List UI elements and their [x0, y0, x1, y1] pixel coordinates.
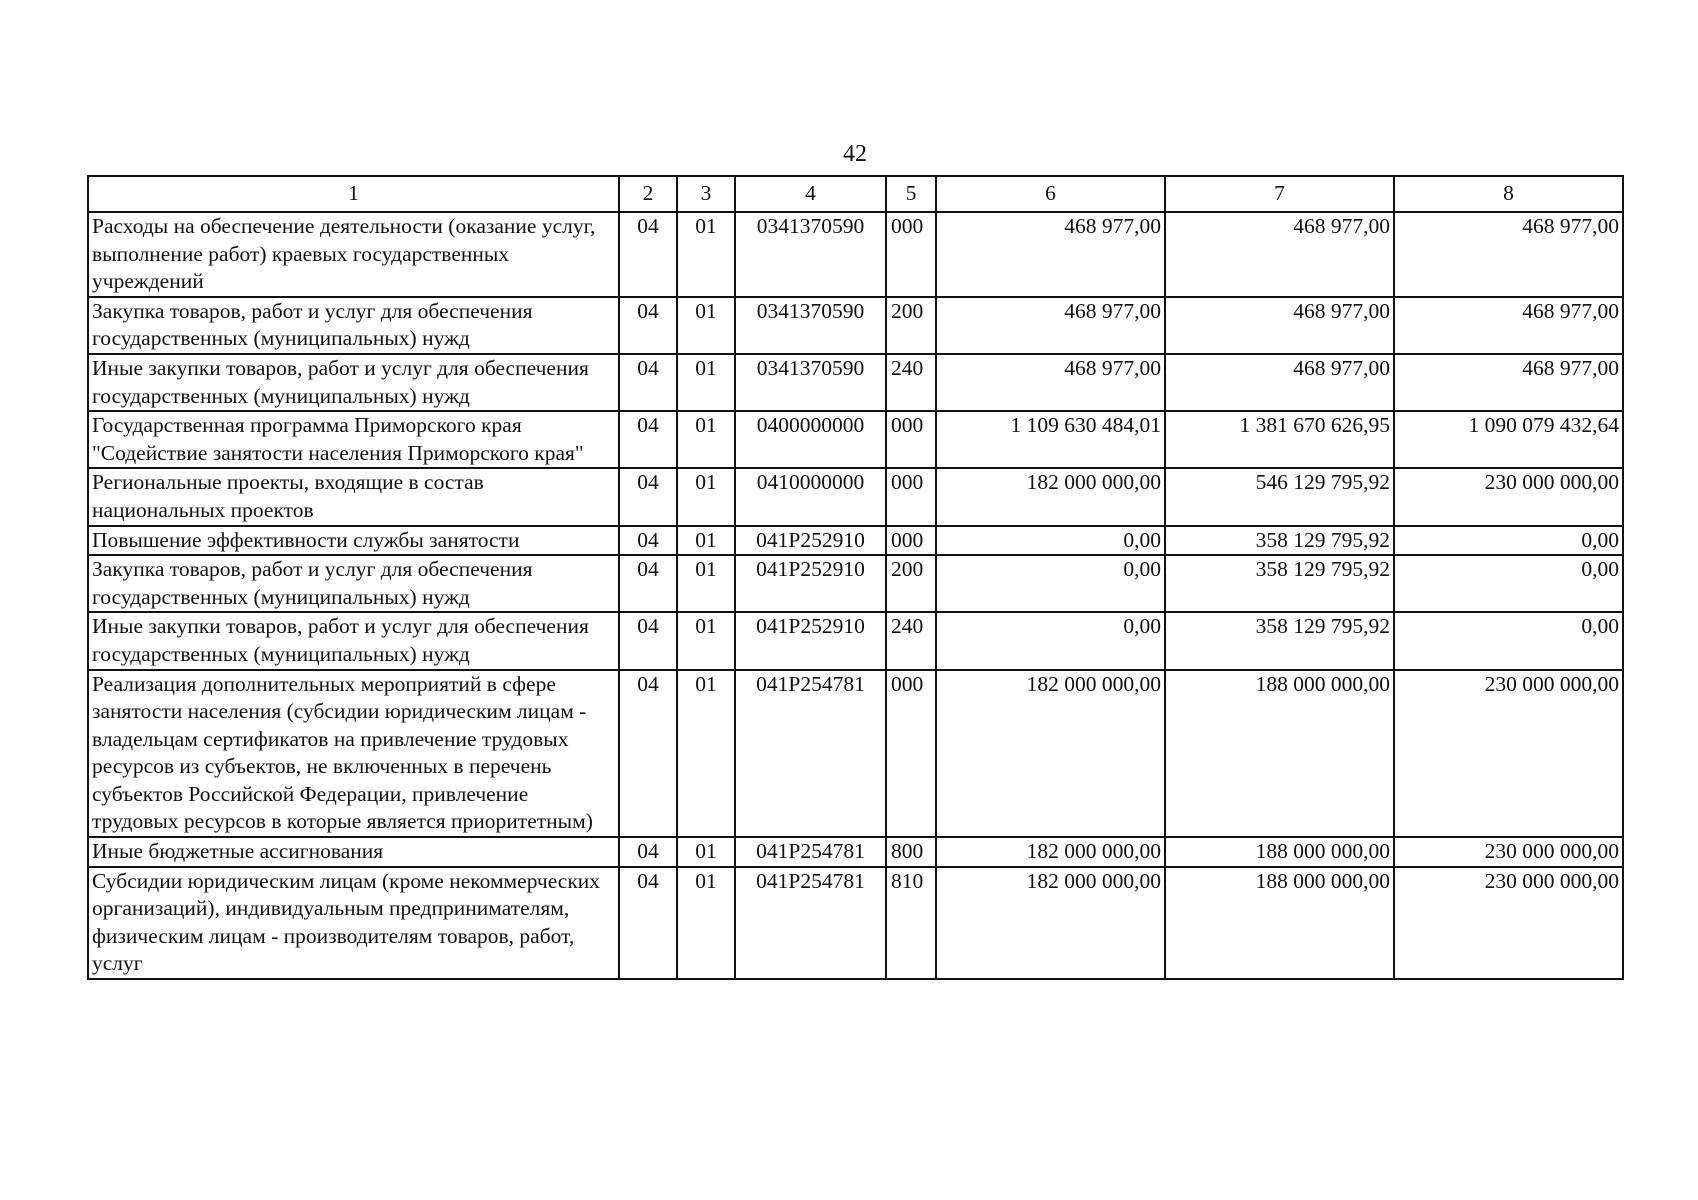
row-code-3: 01: [677, 526, 735, 556]
row-amount-6: 182 000 000,00: [936, 867, 1165, 979]
row-code-5: 810: [886, 867, 936, 979]
row-amount-8: 0,00: [1394, 555, 1623, 612]
table-row: [88, 670, 1623, 838]
row-code-2: 04: [619, 670, 677, 838]
row-name: Закупка товаров, работ и услуг для обеспечения государственных (муниципальных) нужд: [88, 297, 619, 354]
row-amount-6: 182 000 000,00: [936, 837, 1165, 867]
row-name: Повышение эффективности службы занятости: [88, 526, 619, 556]
table-row: [88, 526, 1623, 556]
row-code-4: 0341370590: [735, 354, 886, 411]
row-code-3: 01: [677, 468, 735, 525]
row-code-3: 01: [677, 670, 735, 838]
header-col-6: 6: [936, 176, 1165, 212]
table-row: [88, 555, 1623, 612]
row-code-2: 04: [619, 468, 677, 525]
row-code-5: 000: [886, 411, 936, 468]
row-code-2: 04: [619, 837, 677, 867]
row-name: Иные бюджетные ассигнования: [88, 837, 619, 867]
table-row: [88, 212, 1623, 297]
table-row: [88, 612, 1623, 669]
row-code-5: 000: [886, 670, 936, 838]
row-code-4: 0341370590: [735, 297, 886, 354]
row-amount-8: 0,00: [1394, 612, 1623, 669]
row-amount-8: 468 977,00: [1394, 297, 1623, 354]
header-col-2: 2: [619, 176, 677, 212]
header-col-4: 4: [735, 176, 886, 212]
row-code-4: 041P254781: [735, 837, 886, 867]
row-code-3: 01: [677, 297, 735, 354]
row-code-3: 01: [677, 612, 735, 669]
row-code-4: 041P252910: [735, 612, 886, 669]
row-code-2: 04: [619, 526, 677, 556]
row-name: Иные закупки товаров, работ и услуг для обеспечения государственных (муниципальных) нужд: [88, 612, 619, 669]
header-row: [88, 176, 1623, 212]
row-name: Государственная программа Приморского края "Содействие занятости населения Приморского края": [88, 411, 619, 468]
row-code-5: 200: [886, 297, 936, 354]
row-amount-7: 468 977,00: [1165, 297, 1394, 354]
row-name: Региональные проекты, входящие в состав национальных проектов: [88, 468, 619, 525]
row-code-3: 01: [677, 837, 735, 867]
row-code-5: 200: [886, 555, 936, 612]
row-amount-8: 230 000 000,00: [1394, 837, 1623, 867]
row-amount-8: 1 090 079 432,64: [1394, 411, 1623, 468]
row-code-2: 04: [619, 612, 677, 669]
row-code-2: 04: [619, 867, 677, 979]
row-code-4: 041P252910: [735, 526, 886, 556]
row-amount-8: 0,00: [1394, 526, 1623, 556]
row-amount-6: 1 109 630 484,01: [936, 411, 1165, 468]
table-row: [88, 837, 1623, 867]
table-row: [88, 867, 1623, 979]
row-code-4: 0341370590: [735, 212, 886, 297]
row-code-4: 041P254781: [735, 670, 886, 838]
header-col-7: 7: [1165, 176, 1394, 212]
row-name: Реализация дополнительных мероприятий в сфере занятости населения (субсидии юридическим лицам - владельцам сертификатов на привлечение трудовых ресурсов из субъектов, не включенных в перечень субъектов Российской Федерации, привлечение трудовых ресурсов в которые является приоритетным): [88, 670, 619, 838]
row-code-5: 000: [886, 526, 936, 556]
header-col-3: 3: [677, 176, 735, 212]
row-amount-7: 358 129 795,92: [1165, 555, 1394, 612]
row-code-2: 04: [619, 354, 677, 411]
row-amount-7: 1 381 670 626,95: [1165, 411, 1394, 468]
row-amount-7: 188 000 000,00: [1165, 670, 1394, 838]
row-code-3: 01: [677, 354, 735, 411]
row-code-5: 240: [886, 612, 936, 669]
row-amount-8: 230 000 000,00: [1394, 468, 1623, 525]
row-amount-7: 468 977,00: [1165, 354, 1394, 411]
row-code-3: 01: [677, 867, 735, 979]
row-amount-6: 468 977,00: [936, 297, 1165, 354]
row-code-4: 041P252910: [735, 555, 886, 612]
row-code-5: 000: [886, 212, 936, 297]
table-row: [88, 411, 1623, 468]
row-amount-8: 230 000 000,00: [1394, 670, 1623, 838]
row-amount-6: 468 977,00: [936, 212, 1165, 297]
row-code-3: 01: [677, 555, 735, 612]
header-col-8: 8: [1394, 176, 1623, 212]
row-name: Закупка товаров, работ и услуг для обеспечения государственных (муниципальных) нужд: [88, 555, 619, 612]
header-col-5: 5: [886, 176, 936, 212]
row-code-3: 01: [677, 411, 735, 468]
table-row: [88, 468, 1623, 525]
row-code-4: 041P254781: [735, 867, 886, 979]
page-number: 42: [843, 141, 867, 167]
row-name: Иные закупки товаров, работ и услуг для обеспечения государственных (муниципальных) нужд: [88, 354, 619, 411]
row-amount-6: 468 977,00: [936, 354, 1165, 411]
row-code-2: 04: [619, 212, 677, 297]
row-amount-7: 188 000 000,00: [1165, 867, 1394, 979]
row-amount-6: 0,00: [936, 555, 1165, 612]
table-row: [88, 297, 1623, 354]
budget-table: [87, 175, 1624, 980]
row-code-5: 240: [886, 354, 936, 411]
row-code-4: 0410000000: [735, 468, 886, 525]
row-amount-7: 358 129 795,92: [1165, 526, 1394, 556]
table-row: [88, 354, 1623, 411]
row-code-4: 0400000000: [735, 411, 886, 468]
header-col-1: 1: [88, 176, 619, 212]
row-amount-6: 0,00: [936, 526, 1165, 556]
row-code-3: 01: [677, 212, 735, 297]
row-name: Расходы на обеспечение деятельности (оказание услуг, выполнение работ) краевых государственных учреждений: [88, 212, 619, 297]
row-code-2: 04: [619, 411, 677, 468]
row-amount-8: 468 977,00: [1394, 354, 1623, 411]
row-amount-6: 182 000 000,00: [936, 468, 1165, 525]
row-amount-6: 0,00: [936, 612, 1165, 669]
row-code-5: 800: [886, 837, 936, 867]
row-name: Субсидии юридическим лицам (кроме некоммерческих организаций), индивидуальным предпринимателям, физическим лицам - производителям товаров, работ, услуг: [88, 867, 619, 979]
row-amount-8: 230 000 000,00: [1394, 867, 1623, 979]
row-code-2: 04: [619, 297, 677, 354]
row-code-2: 04: [619, 555, 677, 612]
row-amount-7: 468 977,00: [1165, 212, 1394, 297]
row-amount-7: 188 000 000,00: [1165, 837, 1394, 867]
row-amount-8: 468 977,00: [1394, 212, 1623, 297]
row-amount-7: 358 129 795,92: [1165, 612, 1394, 669]
row-amount-6: 182 000 000,00: [936, 670, 1165, 838]
row-code-5: 000: [886, 468, 936, 525]
row-amount-7: 546 129 795,92: [1165, 468, 1394, 525]
